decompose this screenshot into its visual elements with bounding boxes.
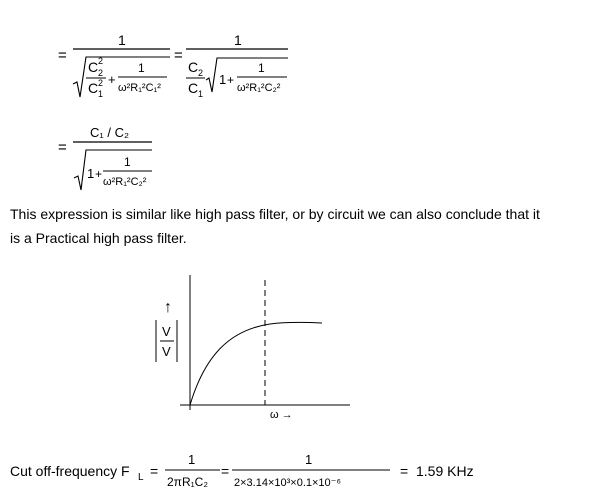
- svg-text:2: 2: [98, 68, 104, 78]
- eq1-term-a-den: C: [88, 80, 99, 96]
- eq1-term-a-num: C: [88, 59, 99, 75]
- cutoff-label: Cut off-frequency F: [10, 463, 130, 479]
- x-axis-label: ω →: [270, 409, 293, 420]
- svg-text:1: 1: [198, 89, 204, 99]
- eq1-term-b-num: 1: [138, 61, 145, 75]
- svg-text:+: +: [108, 72, 116, 87]
- paragraph-line-1: This expression is similar like high pass filter, or by circuit we can also conclude that it: [10, 206, 540, 222]
- svg-text:1: 1: [219, 72, 227, 87]
- svg-text:L: L: [138, 472, 144, 483]
- eq1-lead-den: C: [188, 80, 199, 96]
- svg-text:=: =: [221, 463, 230, 479]
- cutoff-frac2-den: 2×3.14×10³×0.1×10⁻⁶: [234, 477, 341, 489]
- eq1-lead-num: C: [188, 59, 199, 75]
- svg-text:=: =: [400, 463, 409, 479]
- eq2-numerator: C₁ / C₂: [90, 125, 130, 140]
- paragraph-line-2: is a Practical high pass filter.: [10, 230, 187, 246]
- eq2-equals: =: [58, 139, 67, 156]
- equation-2: [0, 120, 608, 195]
- svg-text:1: 1: [87, 166, 95, 181]
- svg-text:1: 1: [98, 89, 104, 99]
- eq1-inner-den: ω²R₁²C₂²: [237, 82, 281, 94]
- svg-text:2: 2: [98, 56, 104, 66]
- equation-1: [0, 0, 608, 105]
- cutoff-frac1-den: 2πR₁C₂: [167, 475, 208, 489]
- eq1-inner-num: 1: [258, 61, 265, 75]
- eq2-inner-den: ω²R₁²C₂²: [103, 176, 147, 188]
- response-graph: [0, 270, 608, 420]
- svg-text:=: =: [150, 463, 159, 479]
- explanation-paragraph: [10, 202, 600, 250]
- svg-text:2: 2: [98, 78, 104, 88]
- eq1-equals-2: =: [174, 47, 183, 64]
- y-label-den: V: [162, 344, 171, 359]
- cutoff-result: 1.59 KHz: [416, 463, 474, 479]
- y-arrow-icon: ↑: [164, 299, 172, 316]
- eq1-equals-1: =: [58, 47, 67, 64]
- svg-text:+: +: [227, 73, 235, 87]
- eq1-term-b-den: ω²R₁²C₁²: [118, 82, 161, 94]
- cutoff-frequency: [0, 440, 608, 500]
- cutoff-frac2-num: 1: [305, 452, 313, 467]
- eq1-numerator-1: 1: [118, 32, 126, 48]
- response-curve: [190, 322, 322, 405]
- svg-text:+: +: [95, 167, 103, 181]
- svg-text:2: 2: [198, 68, 204, 78]
- y-label-num: V: [162, 324, 171, 339]
- eq2-inner-num: 1: [124, 155, 131, 169]
- cutoff-frac1-num: 1: [188, 452, 196, 467]
- eq1-numerator-2: 1: [234, 32, 242, 48]
